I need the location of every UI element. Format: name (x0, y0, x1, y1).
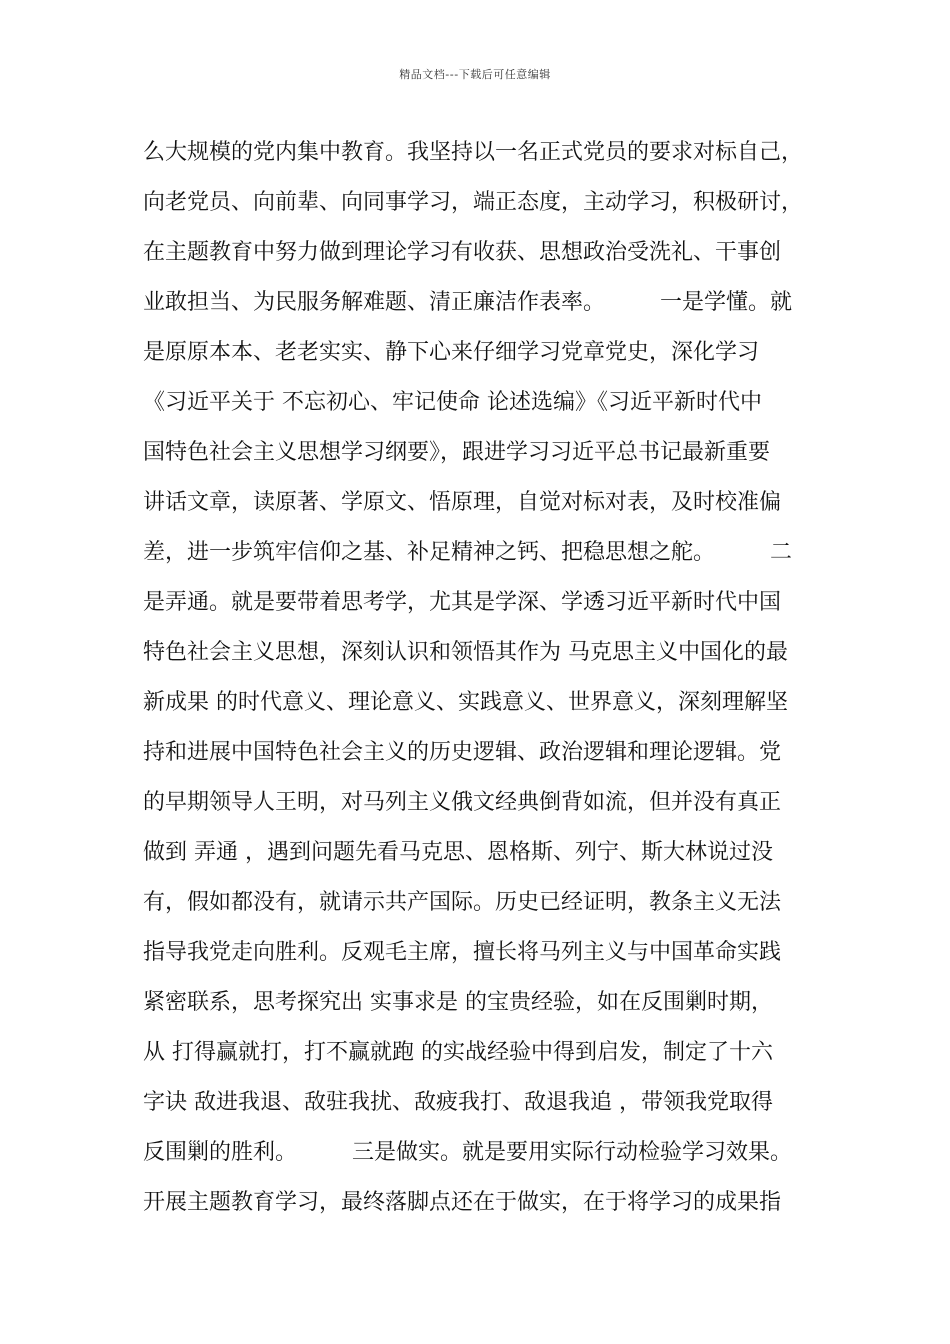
text-line: 《习近平关于 不忘初心、牢记使命 论述选编》《习近平新时代中 (143, 390, 762, 415)
text-line: 么大规模的党内集中教育。我坚持以一名正式党员的要求对标自己， (143, 140, 804, 165)
body-text (143, 128, 823, 1228)
text-line: 特色社会主义思想，深刻认识和领悟其作为 马克思主义中国化的最 (143, 640, 788, 665)
text-line: 在主题教育中努力做到理论学习有收获、思想政治受洗礼、干事创 (143, 240, 782, 265)
page-header: 精品文档---下载后可任意编辑 (399, 68, 551, 81)
text-line: 反围剿的胜利。 三是做实。就是要用实际行动检验学习效果。 (143, 1140, 793, 1165)
text-line: 的早期领导人王明，对马列主义俄文经典倒背如流，但并没有真正 (143, 790, 782, 815)
text-line: 向老党员、向前辈、向同事学习，端正态度，主动学习，积极研讨， (143, 190, 804, 215)
text-line: 业敢担当、为民服务解难题、清正廉洁作表率。 一是学懂。就 (143, 290, 793, 315)
text-line: 是原原本本、老老实实、静下心来仔细学习党章党史，深化学习 (143, 340, 760, 365)
text-line: 做到 弄通 ，遇到问题先看马克思、恩格斯、列宁、斯大林说过没 (143, 840, 773, 865)
text-line: 紧密联系，思考探究出 实事求是 的宝贵经验，如在反围剿时期， (143, 990, 773, 1015)
text-line: 有，假如都没有，就请示共产国际。历史已经证明，教条主义无法 (143, 890, 782, 915)
text-line: 字诀 敌进我退、敌驻我扰、敌疲我打、敌退我追 ，带领我党取得 (143, 1090, 773, 1115)
text-line: 开展主题教育学习，最终落脚点还在于做实，在于将学习的成果指 (143, 1190, 782, 1215)
text-line: 从 打得赢就打，打不赢就跑 的实战经验中得到启发，制定了十六 (143, 1040, 773, 1065)
text-line: 讲话文章，读原著、学原文、悟原理，自觉对标对表，及时校准偏 (143, 490, 782, 515)
text-line: 是弄通。就是要带着思考学，尤其是学深、学透习近平新时代中国 (143, 590, 782, 615)
text-line: 国特色社会主义思想学习纲要》，跟进学习习近平总书记最新重要 (143, 440, 771, 465)
text-line: 差，进一步筑牢信仰之基、补足精神之钙、把稳思想之舵。 二 (143, 540, 793, 565)
text-line: 持和进展中国特色社会主义的历史逻辑、政治逻辑和理论逻辑。党 (143, 740, 782, 765)
text-line: 新成果 的时代意义、理论意义、实践意义、世界意义，深刻理解坚 (143, 690, 788, 715)
text-line: 指导我党走向胜利。反观毛主席，擅长将马列主义与中国革命实践 (143, 940, 782, 965)
